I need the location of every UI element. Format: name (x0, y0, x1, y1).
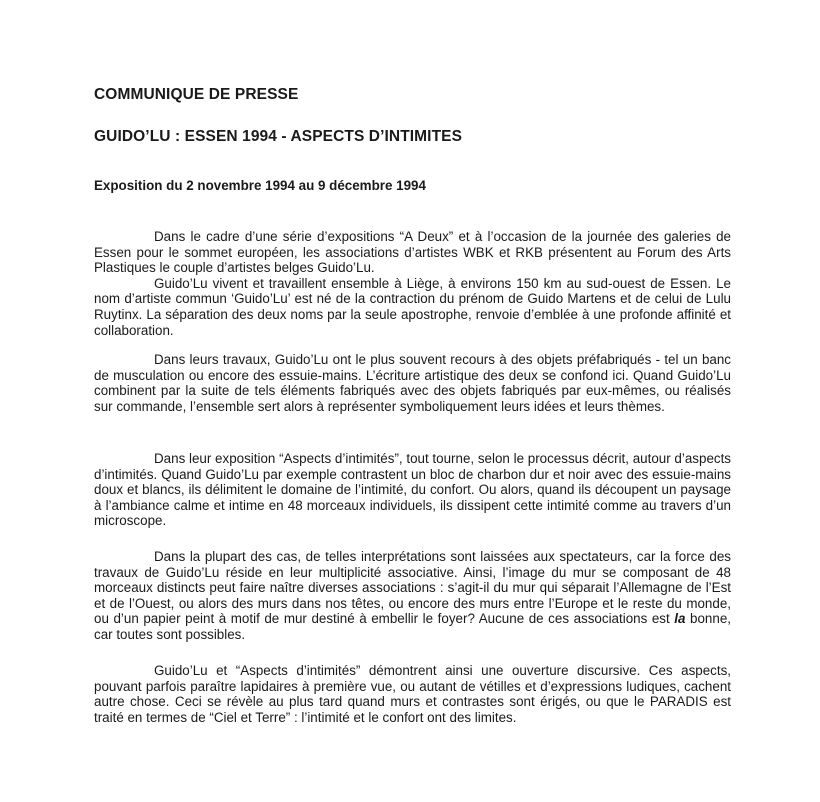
exhibition-dates: Exposition du 2 novembre 1994 au 9 décembre 1994 (94, 178, 426, 193)
paragraph-works-text: Dans leurs travaux, Guido’Lu ont le plus souvent recours à des objets préfabriqués - tel un banc de musculation ou encore des essuie-mains. L’écriture artistique des deux se confond ici. Quand Guido’Lu combinent par la suite de tels éléments fabriqués avec des objets fabriqués par eux-mêmes, ou réalisés sur commande, l’ensemble sert alors à représenter symboliquement leurs idées et leurs thèmes. (94, 352, 731, 414)
paragraph-exhibition (94, 451, 731, 529)
paragraph-intro-part-2: Guido’Lu vivent et travaillent ensemble à Liège, à environs 150 km au sud-ouest de Essen. Le nom d’artiste commun ‘Guido’Lu’ est né de la contraction du prénom de Guido Martens et de celui de Lulu Ruytinx. La séparation des deux noms par la seule apostrophe, renvoie d’emblée à une profonde affinité et collaboration. (94, 275, 731, 338)
emphasis-word: la (674, 611, 686, 627)
document-subtitle: GUIDO’LU : ESSEN 1994 - ASPECTS D’INTIMITES (94, 128, 463, 145)
paragraph-exhibition-text: Dans leur exposition “Aspects d’intimités”, tout tourne, selon le processus décrit, autour d’aspects d’intimités. Quand Guido’Lu par exemple contrastent un bloc de charbon dur et noir avec des essuie-mains doux et blancs, ils délimitent le domaine de l’intimité, du confort. Ou alors, quand ils découpent un paysage à l’ambiance calme et intime en 48 morceaux individuels, ils dissipent cette intimité comme au travers d’un microscope. (94, 451, 731, 529)
paragraph-interpretations-end: bonne, car toutes sont possibles. (94, 611, 731, 642)
document-title: COMMUNIQUE DE PRESSE (94, 86, 299, 103)
paragraph-conclusion (94, 663, 731, 725)
paragraph-works (94, 352, 731, 414)
paragraph-conclusion-text: Guido’Lu et “Aspects d’intimités” démontrent ainsi une ouverture discursive. Ces aspects, pouvant parfois paraître lapidaires à première vue, ou autant de vétilles et d’expressions ludiques, cachent autre chose. Ceci se révèle au plus tard quand murs et contrastes sont érigés, ou que le PARADIS est traité en termes de “Ciel et Terre” : l’intimité et le confort ont des limites. (94, 663, 731, 725)
paragraph-intro-part-1: Dans le cadre d’une série d’expositions “A Deux” et à l’occasion de la journée des galeries de Essen pour le sommet européen, les associations d’artistes WBK et RKB présentent au Forum des Arts Plastiques le couple d’artistes belges Guido’Lu. (94, 229, 731, 276)
paragraph-interpretations-start: Dans la plupart des cas, de telles interprétations sont laissées aux spectateurs, car la force des travaux de Guido’Lu réside en leur multiplicité associative. Ainsi, l’image du mur se composant de 48 morceaux distincts peut faire naître diverses associations : s’agit-il du mur qui séparait l’Allemagne de l’Est et de l’Ouest, ou alors des murs dans nos têtes, ou encore des murs entre l’Europe et le reste du monde, ou d’un papier peint à motif de mur destiné à embellir le foyer? Aucune de ces associations est (94, 549, 731, 627)
paragraph-intro (94, 229, 731, 338)
paragraph-interpretations-text (94, 549, 731, 643)
paragraph-interpretations (94, 549, 731, 643)
